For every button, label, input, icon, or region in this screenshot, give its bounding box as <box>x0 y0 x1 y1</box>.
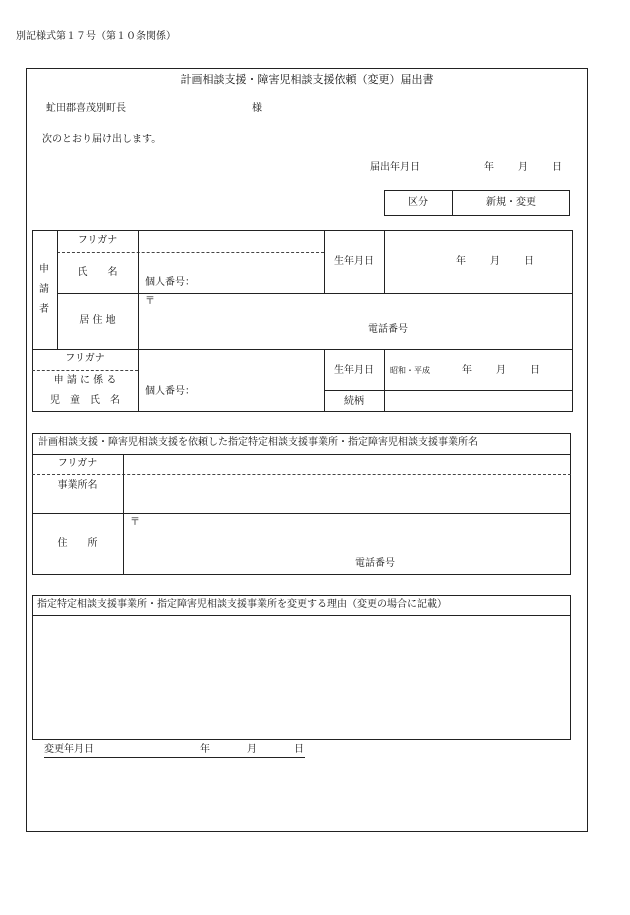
applicant-phone-label: 電話番号 <box>368 324 408 335</box>
child-birth-year: 年 <box>462 365 472 376</box>
child-label-line2: 児 童 氏 名 <box>50 395 120 406</box>
change-day: 日 <box>294 744 304 755</box>
child-label-line1: 申 請 に 係 る <box>53 375 117 386</box>
child-personal-number-label: 個人番号： <box>145 386 195 397</box>
applicant-birth-label: 生年月日 <box>334 256 374 267</box>
applicant-side-label-2: 請 <box>39 284 49 295</box>
category-label: 区分 <box>408 197 428 208</box>
submission-date-label: 届出年月日 <box>370 162 420 173</box>
provider-address-label: 住 所 <box>57 538 98 549</box>
change-month: 月 <box>247 744 257 755</box>
submission-month: 月 <box>518 162 528 173</box>
provider-postal-mark: 〒 <box>130 517 140 528</box>
provider-header: 計画相談支援・障害児相談支援を依頼した指定特定相談支援事業所・指定障害児相談支援事業所名 <box>38 437 478 448</box>
applicant-personal-number-label: 個人番号： <box>145 277 195 288</box>
applicant-birth-year: 年 <box>456 256 466 267</box>
submission-year: 年 <box>484 162 494 173</box>
child-relation-label: 続柄 <box>344 396 364 407</box>
applicant-name-label: 氏 名 <box>77 267 118 278</box>
applicant-postal-mark: 〒 <box>145 296 155 307</box>
provider-furigana-label: フリガナ <box>57 458 98 469</box>
addressee-name: 虻田郡喜茂別町長 <box>46 103 126 114</box>
child-birth-day: 日 <box>530 365 540 376</box>
category-value[interactable]: 新規・変更 <box>486 197 536 208</box>
provider-name-label: 事業所名 <box>57 480 98 491</box>
applicant-birth-month: 月 <box>490 256 500 267</box>
child-birth-label: 生年月日 <box>334 365 374 376</box>
change-date-underline <box>44 757 305 758</box>
change-year: 年 <box>200 744 210 755</box>
reason-header: 指定特定相談支援事業所・指定障害児相談支援事業所を変更する理由（変更の場合に記載） <box>37 599 447 610</box>
form-number: 別記様式第１７号（第１０条関係） <box>16 31 176 42</box>
applicant-furigana-label: フリガナ <box>77 235 118 246</box>
child-birth-month: 月 <box>496 365 506 376</box>
applicant-side-label-1: 申 <box>39 264 49 275</box>
applicant-birth-day: 日 <box>524 256 534 267</box>
child-furigana-label: フリガナ <box>65 353 105 364</box>
addressee-suffix: 様 <box>252 103 262 114</box>
child-era: 昭和・平成 <box>390 366 430 375</box>
reason-box <box>32 595 571 740</box>
applicant-side-label-3: 者 <box>39 304 49 315</box>
provider-phone-label: 電話番号 <box>355 558 395 569</box>
change-date-label: 変更年月日 <box>44 744 94 755</box>
intro-text: 次のとおり届け出します。 <box>42 134 162 145</box>
submission-day: 日 <box>552 162 562 173</box>
form-title: 計画相談支援・障害児相談支援依頼（変更）届出書 <box>180 73 434 86</box>
applicant-address-label: 居 住 地 <box>79 315 116 326</box>
